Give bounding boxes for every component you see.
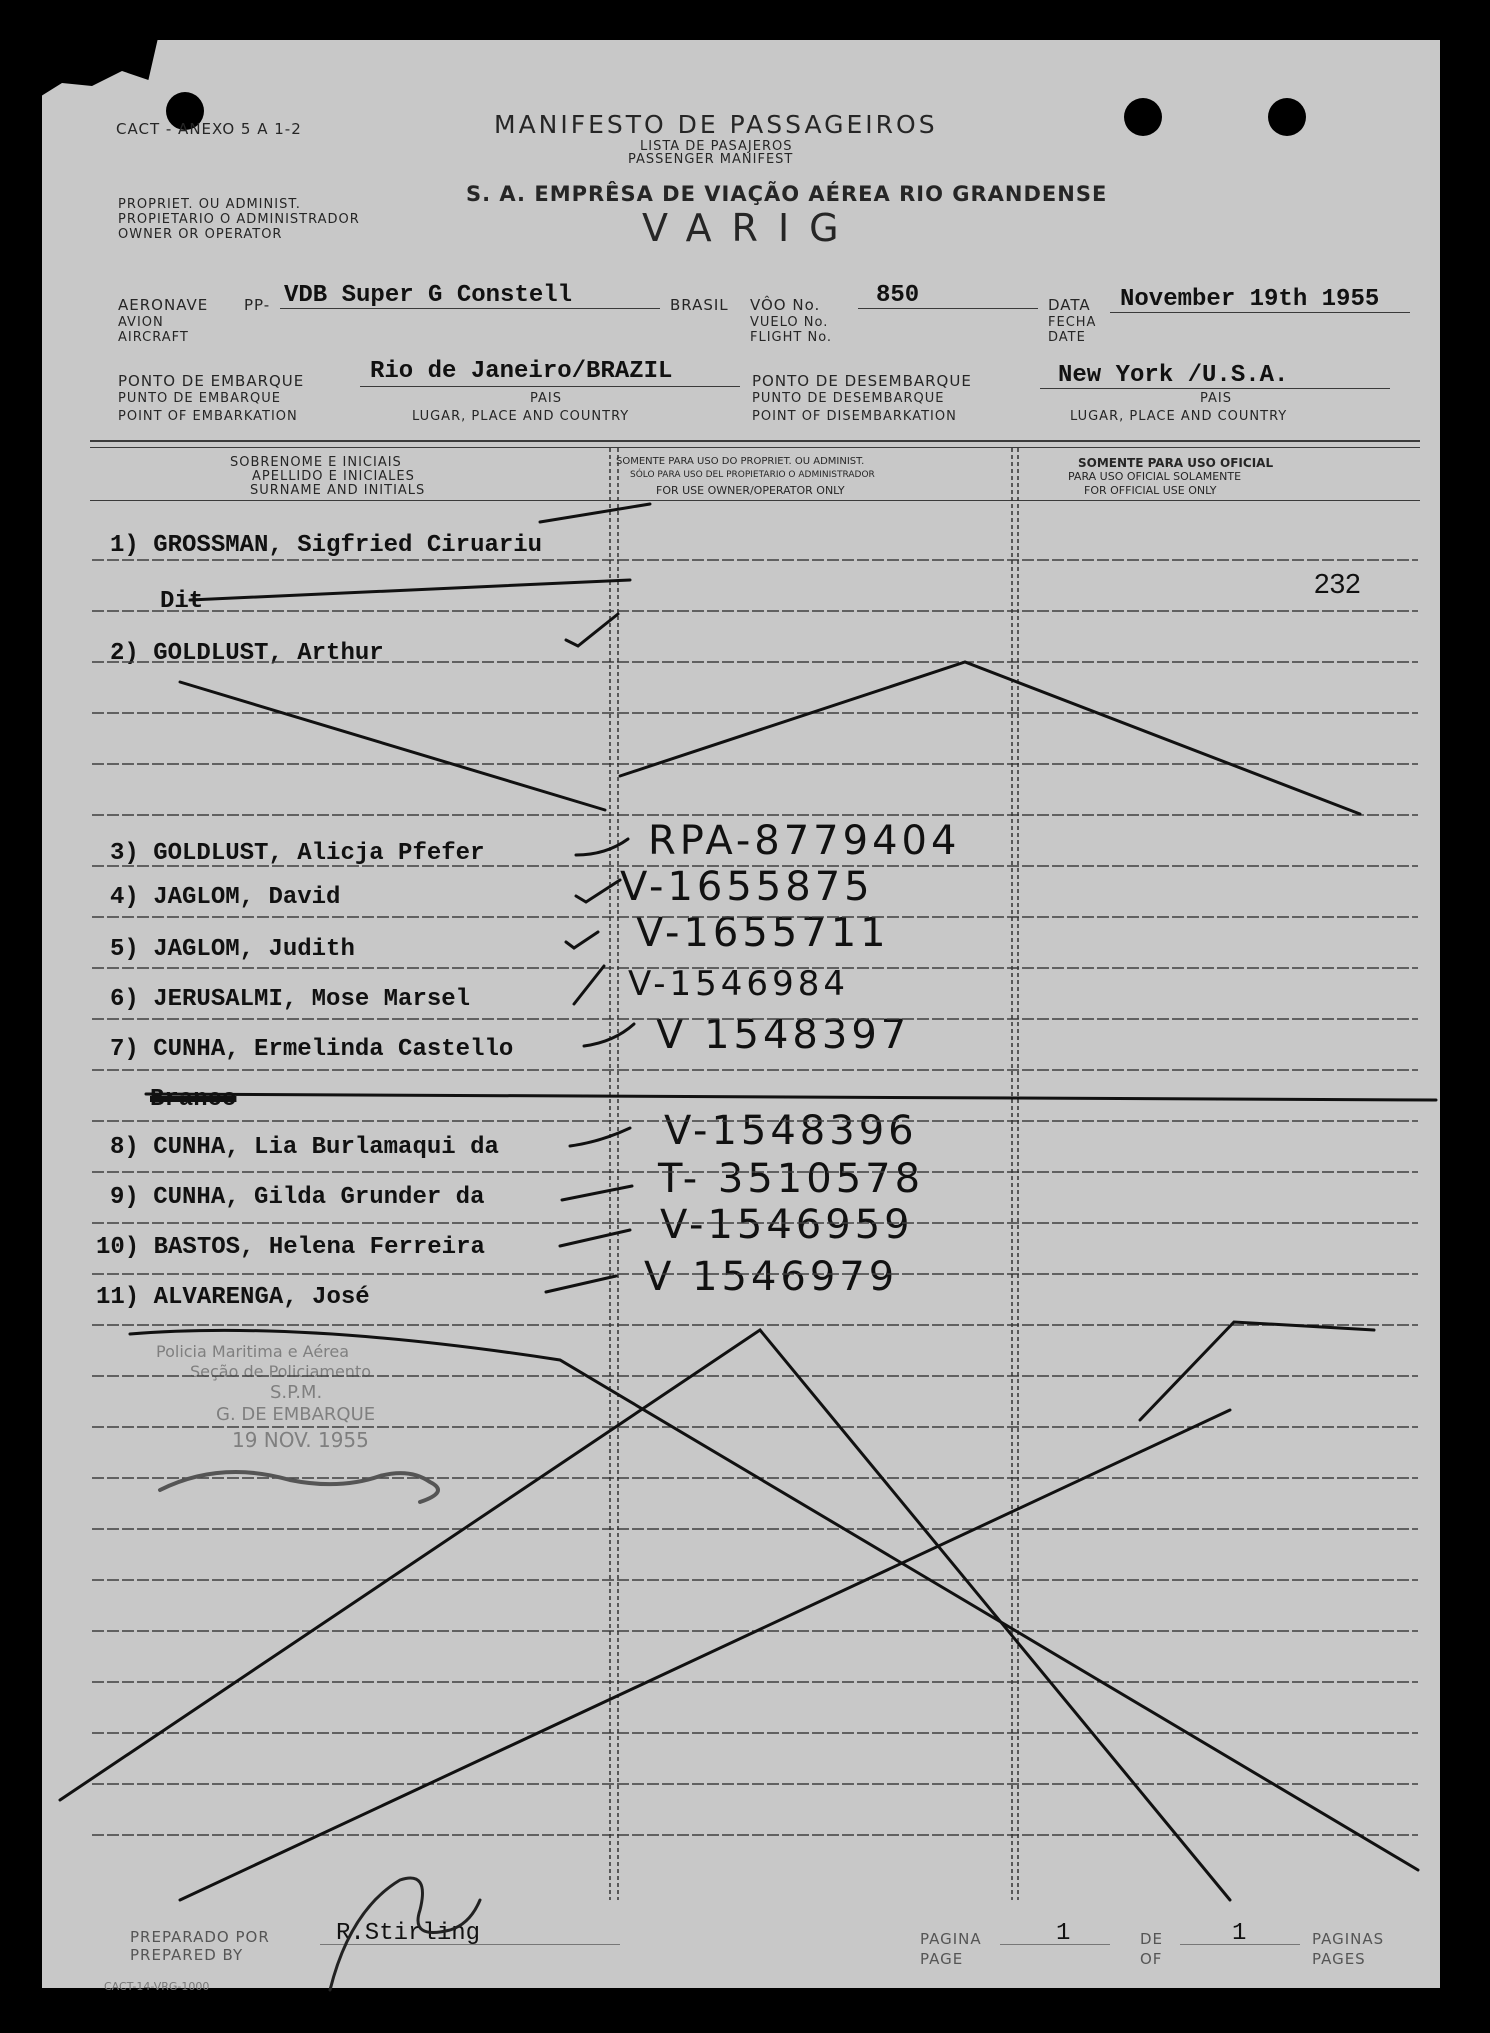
passenger-row-9: 9) CUNHA, Gilda Grunder da xyxy=(110,1184,485,1211)
embark-label-es: PUNTO DE EMBARQUE xyxy=(118,391,281,406)
passenger-row-3: 3) GOLDLUST, Alicja Pfefer xyxy=(110,840,485,867)
disembark-pais: PAIS xyxy=(1200,391,1232,406)
col3-header: SOMENTE PARA USO OFICIAL xyxy=(1078,456,1274,470)
page-label: PAGINA xyxy=(920,1930,982,1948)
col3-header-en: FOR OFFICIAL USE ONLY xyxy=(1084,484,1217,497)
embark-label: PONTO DE EMBARQUE xyxy=(118,372,305,390)
passenger-row-7: 7) CUNHA, Ermelinda Castello xyxy=(110,1036,514,1063)
passenger-row-2: 2) GOLDLUST, Arthur xyxy=(110,640,384,667)
page-label-en: PAGE xyxy=(920,1950,964,1968)
doc-number-9: T- 3510578 xyxy=(658,1156,925,1202)
disembark-value: New York /U.S.A. xyxy=(1058,362,1289,389)
official-number: 232 xyxy=(1314,568,1361,599)
prepared-label: PREPARADO POR xyxy=(130,1928,270,1946)
nationality-label: BRASIL xyxy=(670,296,729,314)
of-label: DE xyxy=(1140,1930,1164,1948)
flight-number: 850 xyxy=(876,282,920,309)
col3-header-es: PARA USO OFICIAL SOLAMENTE xyxy=(1068,470,1242,483)
date-label-en: DATE xyxy=(1048,330,1086,345)
subtitle-es: LISTA DE PASAJEROS xyxy=(640,139,793,154)
passenger-row-8: 8) CUNHA, Lia Burlamaqui da xyxy=(110,1134,499,1161)
owner-label-en: OWNER OR OPERATOR xyxy=(118,227,283,242)
col1-header: SOBRENOME E INICIAIS xyxy=(230,455,402,470)
embark-pais: PAIS xyxy=(530,391,562,406)
passenger-row-6: 6) JERUSALMI, Mose Marsel xyxy=(110,986,471,1013)
police-stamp-line1: Policia Maritima e Aérea xyxy=(156,1342,350,1361)
col2-header-es: SÓLO PARA USO DEL PROPIETARIO O ADMINISTRADOR xyxy=(630,470,875,480)
passenger-row-4: 4) JAGLOM, David xyxy=(110,884,341,911)
passenger-row-5: 5) JAGLOM, Judith xyxy=(110,936,355,963)
disembark-label: PONTO DE DESEMBARQUE xyxy=(752,372,972,390)
total-pages: 1 xyxy=(1232,1920,1247,1947)
police-stamp-date: 19 NOV. 1955 xyxy=(232,1428,369,1452)
doc-number-6: V-1546984 xyxy=(628,964,849,1004)
police-stamp-line3: S.P.M. xyxy=(270,1382,323,1403)
doc-number-10: V-1546959 xyxy=(660,1202,914,1248)
aircraft-prefix: PP- xyxy=(244,296,271,314)
passenger-row-1: 1) GROSSMAN, Sigfried Ciruariu xyxy=(110,532,543,559)
doc-number-4: V-1655875 xyxy=(620,864,874,910)
col1-header-en: SURNAME AND INITIALS xyxy=(250,483,426,498)
subtitle-en: PASSENGER MANIFEST xyxy=(628,152,794,167)
embark-sub: LUGAR, PLACE AND COUNTRY xyxy=(412,409,630,424)
doc-number-3: RPA-8779404 xyxy=(648,818,961,864)
owner-label-es: PROPIETARIO O ADMINISTRADOR xyxy=(118,212,360,227)
col2-header-en: FOR USE OWNER/OPERATOR ONLY xyxy=(656,484,845,497)
date-label: DATA xyxy=(1048,296,1091,314)
police-stamp-line4: G. DE EMBARQUE xyxy=(216,1404,376,1425)
disembark-label-es: PUNTO DE DESEMBARQUE xyxy=(752,391,945,406)
col1-header-es: APELLIDO E INICIALES xyxy=(252,469,415,484)
form-code: CACT - ANEXO 5 A 1-2 xyxy=(116,120,302,138)
date-label-es: FECHA xyxy=(1048,315,1097,330)
aircraft-label-en: AIRCRAFT xyxy=(118,330,189,345)
embark-label-en: POINT OF EMBARKATION xyxy=(118,409,298,424)
prepared-by: R.Stirling xyxy=(336,1920,481,1947)
prepared-label-en: PREPARED BY xyxy=(130,1946,244,1964)
flight-label-es: VUELO No. xyxy=(750,315,829,330)
flight-label-en: FLIGHT No. xyxy=(750,330,833,345)
form-reference: CACT-14-VRG-1000 xyxy=(104,1980,210,1993)
col2-header: SOMENTE PARA USO DO PROPRIET. OU ADMINIST. xyxy=(616,456,865,467)
owner-label: PROPRIET. OU ADMINIST. xyxy=(118,197,301,212)
passenger-row-7-cont: Branco xyxy=(150,1086,237,1113)
of-label-en: OF xyxy=(1140,1950,1163,1968)
doc-number-7: V 1548397 xyxy=(656,1012,911,1058)
embark-value: Rio de Janeiro/BRAZIL xyxy=(370,358,673,385)
page-title: MANIFESTO DE PASSAGEIROS xyxy=(494,110,938,139)
brand-name: VARIG xyxy=(642,206,859,250)
doc-number-5: V-1655711 xyxy=(636,910,890,956)
disembark-sub: LUGAR, PLACE AND COUNTRY xyxy=(1070,409,1288,424)
company-name: S. A. EMPRÊSA DE VIAÇÃO AÉREA RIO GRANDENSE xyxy=(466,182,1108,206)
pages-label: PAGINAS xyxy=(1312,1930,1385,1948)
passenger-row-1-cont: Dit xyxy=(160,588,204,615)
flight-label: VÔO No. xyxy=(750,296,821,314)
police-stamp-line2: Seção de Policiamento xyxy=(190,1362,371,1381)
aircraft-value: VDB Super G Constell xyxy=(284,282,573,309)
doc-number-11: V 1546979 xyxy=(644,1254,899,1300)
disembark-label-en: POINT OF DISEMBARKATION xyxy=(752,409,957,424)
aircraft-label-es: AVION xyxy=(118,315,164,330)
page-number: 1 xyxy=(1056,1920,1071,1947)
aircraft-label: AERONAVE xyxy=(118,296,209,314)
passenger-row-10: 10) BASTOS, Helena Ferreira xyxy=(96,1234,485,1261)
date-value: November 19th 1955 xyxy=(1120,286,1380,313)
pages-label-en: PAGES xyxy=(1312,1950,1366,1968)
doc-number-8: V-1548396 xyxy=(664,1108,918,1154)
passenger-row-11: 11) ALVARENGA, José xyxy=(96,1284,370,1311)
